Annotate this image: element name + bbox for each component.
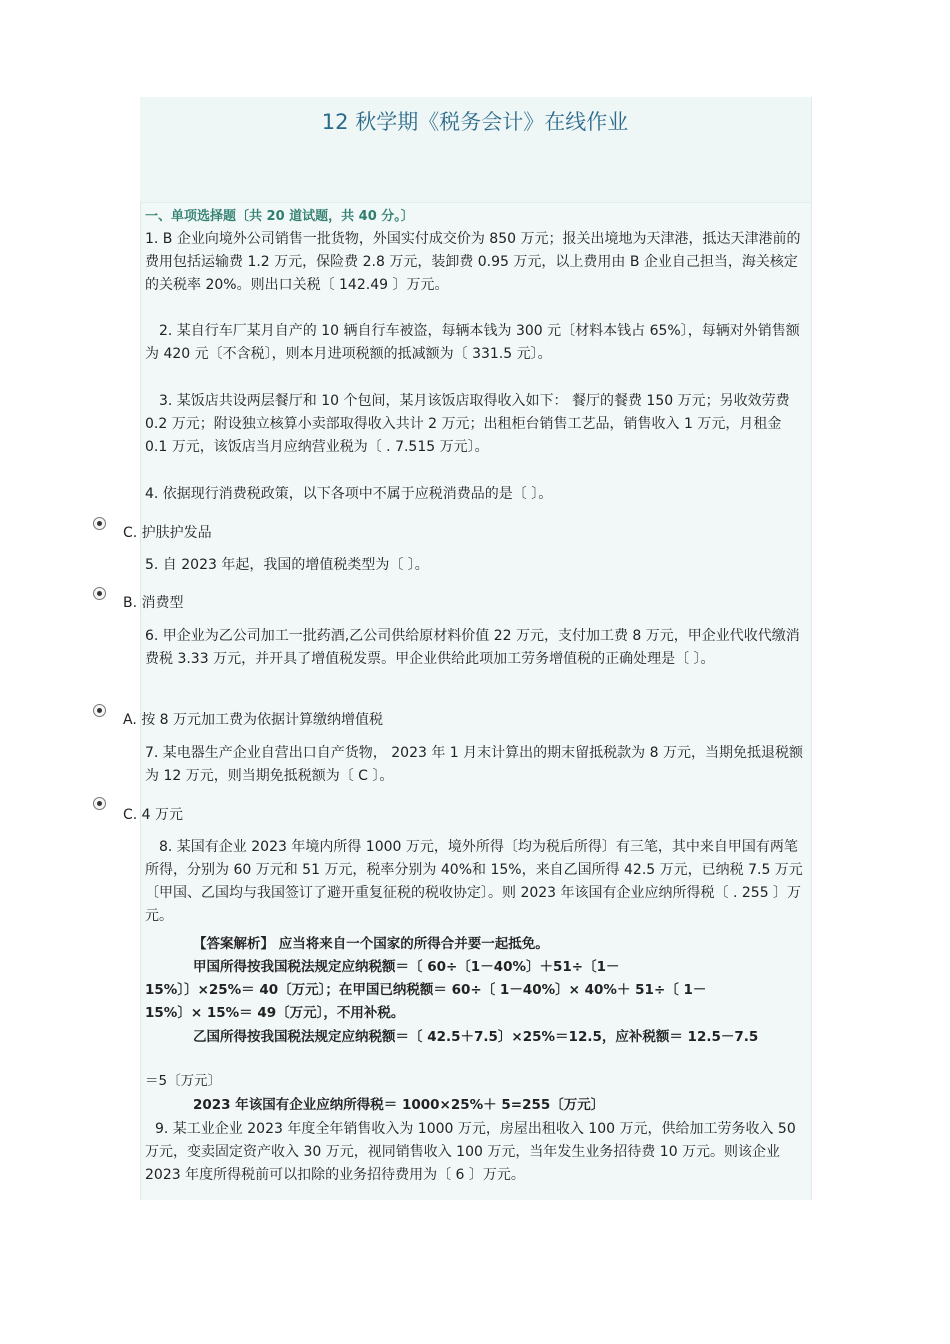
answer-explanation-line: 甲国所得按我国税法规定应纳税额＝〔 60÷〔1－40%〕＋51÷〔1－ bbox=[193, 959, 620, 975]
answer-option-7[interactable]: C. 4 万元 bbox=[123, 807, 184, 823]
question-3: 3. 某饭店共设两层餐厅和 10 个包间，某月该饭店取得收入如下： 餐厅的餐费 150 万元；另收效劳费 0.2 万元；附设独立核算小卖部取得收入共计 2 万元；出租柜台销售工艺品，销售收入 1 万元，月租金 0.1 万元，该饭店当月应纳营业税为〔 . 7.515 万元〕。 bbox=[145, 393, 790, 455]
answer-explanation-line: 乙国所得按我国税法规定应纳税额＝〔 42.5＋7.5〕×25%＝12.5，应补税额＝ 12.5－7.5 bbox=[193, 1029, 759, 1045]
answer-explanation-heading: 【答案解析】 应当将来自一个国家的所得合并要一起抵免。 bbox=[193, 936, 549, 952]
radio-icon[interactable] bbox=[93, 704, 106, 717]
radio-icon[interactable] bbox=[93, 797, 106, 810]
radio-icon[interactable] bbox=[93, 587, 106, 600]
question-8: 8. 某国有企业 2023 年境内所得 1000 万元，境外所得〔均为税后所得〕有三笔，其中来自甲国有两笔所得，分别为 60 万元和 51 万元，税率分别为 40%和 15%，来自乙国所得 42.5 万元，已纳税 7.5 万元〔甲国、乙国均与我国签订了避开重复征税的税收协定〕。则 2023 年该国有企业应纳所得税〔 . 255 〕万元。 bbox=[145, 839, 803, 924]
question-5: 5. 自 2023 年起，我国的增值税类型为〔 〕。 bbox=[145, 557, 429, 573]
answer-option-6[interactable]: A. 按 8 万元加工费为依据计算缴纳增值税 bbox=[123, 712, 384, 728]
page-title: 12 秋学期《税务会计》在线作业 bbox=[321, 110, 629, 134]
answer-option-5[interactable]: B. 消费型 bbox=[123, 595, 184, 611]
answer-explanation-line: 15%〕× 15%＝ 49〔万元〕，不用补税。 bbox=[145, 1005, 405, 1021]
answer-explanation-line: 2023 年该国有企业应纳所得税＝ 1000×25%＋ 5=255〔万元〕 bbox=[193, 1097, 605, 1113]
question-9: 9. 某工业企业 2023 年度全年销售收入为 1000 万元，房屋出租收入 100 万元，供给加工劳务收入 50 万元，变卖固定资产收入 30 万元，视同销售收入 100 万元，当年发生业务招待费 10 万元。则该企业 2023 年度所得税前可以扣除的业务招待费用为〔 6 〕万元。 bbox=[145, 1121, 796, 1183]
question-2: 2. 某自行车厂某月自产的 10 辆自行车被盗，每辆本钱为 300 元〔材料本钱占 65%〕，每辆对外销售额为 420 元〔不含税〕，则本月进项税额的抵减额为〔 331.5 元〕。 bbox=[145, 323, 800, 362]
question-1: 1. B 企业向境外公司销售一批货物，外国实付成交价为 850 万元；报关出境地为天津港，抵达天津港前的费用包括运输费 1.2 万元，保险费 2.8 万元，装卸费 0.95 万元，以上费用由 B 企业自己担当，海关核定的关税率 20%。则出口关税〔 142.49 〕万元。 bbox=[145, 231, 801, 293]
section-heading: 一、单项选择题〔共 20 道试题，共 40 分。〕 bbox=[145, 209, 414, 224]
question-7: 7. 某电器生产企业自营出口自产货物， 2023 年 1 月末计算出的期末留抵税款为 8 万元，当期免抵退税额为 12 万元，则当期免抵税额为〔 C 〕。 bbox=[145, 745, 803, 784]
question-4: 4. 依据现行消费税政策，以下各项中不属于应税消费品的是〔 〕。 bbox=[145, 486, 553, 502]
answer-explanation-line: ＝5〔万元〕 bbox=[145, 1073, 222, 1089]
radio-icon[interactable] bbox=[93, 517, 106, 530]
answer-explanation-line: 15%〕〕×25%＝ 40〔万元〕；在甲国已纳税额＝ 60÷〔 1－40%〕× 40%＋ 51÷〔 1－ bbox=[145, 982, 707, 998]
question-6: 6. 甲企业为乙公司加工一批药酒,乙公司供给原材料价值 22 万元，支付加工费 8 万元，甲企业代收代缴消费税 3.33 万元，并开具了增值税发票。甲企业供给此项加工劳务增值税的正确处理是〔 〕。 bbox=[145, 628, 800, 667]
answer-option-4[interactable]: C. 护肤护发品 bbox=[123, 525, 212, 541]
